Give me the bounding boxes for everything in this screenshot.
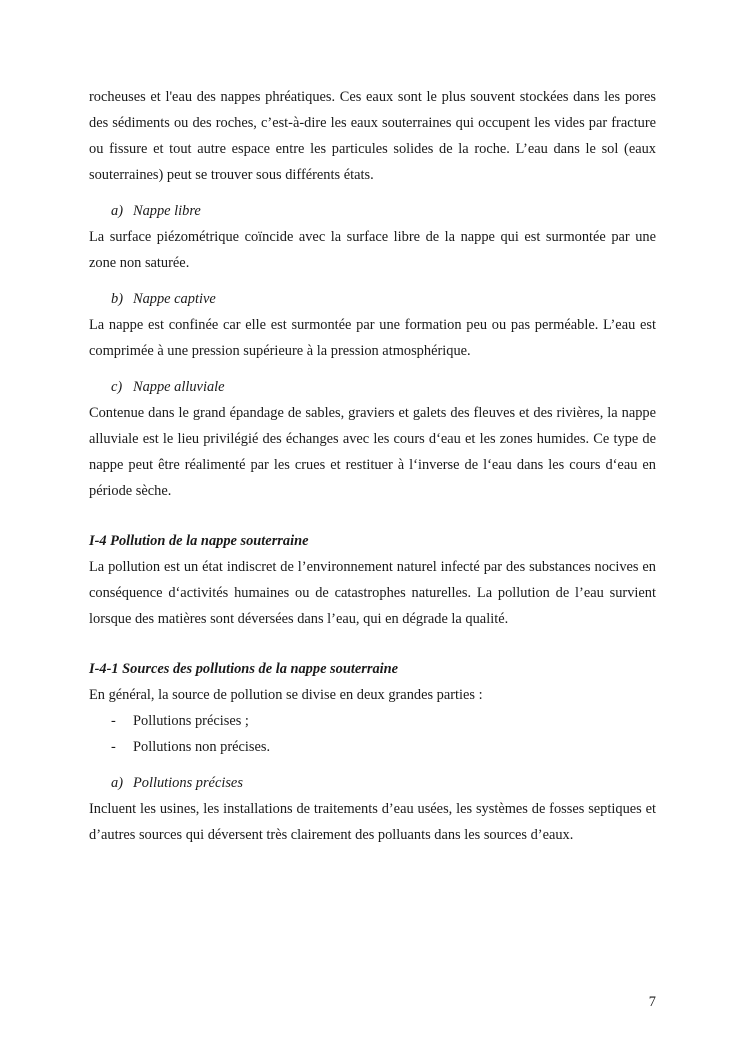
page-number: 7 (648, 994, 656, 1010)
subheading-pollutions-precises (89, 770, 656, 796)
subheading-label: c) (111, 379, 123, 395)
intro-paragraph: rocheuses et l'eau des nappes phréatiques. Ces eaux sont le plus souvent stockées dans les pores des sédiments ou des roches, c’est-à-dire les eaux souterraines qui occupent les vides par fracture ou fissure et tout autre espace entre les particules solides de la roche. L’eau dans le sol (eaux souterraines) peut se trouver sous différents états. (89, 89, 656, 183)
section-heading-sources: I-4-1 Sources des pollutions de la nappe souterraine (89, 661, 399, 677)
list-dash: - (111, 713, 116, 729)
list-item (89, 708, 656, 734)
subheading-label: a) (111, 203, 123, 219)
subheading-label: a) (111, 775, 123, 791)
list-item (89, 734, 656, 760)
nappe-alluviale-paragraph: Contenue dans le grand épandage de sables, graviers et galets des fleuves et des rivières, la nappe alluviale est le lieu privilégié des échanges avec les cours d‘eau et les zones humides. Ce type de nappe peut être réalimenté par les crues et restituer à l‘inverse de l‘eau dans les cours d‘eau en période sèche. (89, 405, 656, 499)
list-item-text: Pollutions non précises. (133, 739, 271, 755)
subheading-nappe-libre (89, 198, 656, 224)
subheading-title: Pollutions précises (133, 775, 243, 791)
subheading-title: Nappe libre (133, 203, 201, 219)
subheading-nappe-captive (89, 286, 656, 312)
subheading-title: Nappe alluviale (133, 379, 225, 395)
nappe-libre-paragraph: La surface piézométrique coïncide avec la surface libre de la nappe qui est surmontée par une zone non saturée. (89, 229, 656, 271)
nappe-captive-paragraph: La nappe est confinée car elle est surmontée par une formation peu ou pas perméable. L’eau est comprimée à une pression supérieure à la pression atmosphérique. (89, 317, 656, 359)
list-item-text: Pollutions précises ; (133, 713, 249, 729)
pollution-paragraph: La pollution est un état indiscret de l’environnement naturel infecté par des substances nocives en conséquence d‘activités humaines ou de catastrophes naturelles. La pollution de l’eau survient lorsque des matières sont déversées dans l’eau, qui en dégrade la qualité. (89, 559, 656, 627)
section-heading-pollution: I-4 Pollution de la nappe souterraine (89, 533, 309, 549)
subheading-label: b) (111, 291, 123, 307)
subheading-title: Nappe captive (133, 291, 216, 307)
pollutions-precises-paragraph: Incluent les usines, les installations de traitements d’eau usées, les systèmes de fosses septiques et d’autres sources qui déversent très clairement des polluants dans les sources d’eaux. (89, 801, 656, 843)
document-page (89, 84, 656, 848)
list-dash: - (111, 739, 116, 755)
subheading-nappe-alluviale (89, 374, 656, 400)
sources-intro: En général, la source de pollution se divise en deux grandes parties : (89, 687, 483, 703)
